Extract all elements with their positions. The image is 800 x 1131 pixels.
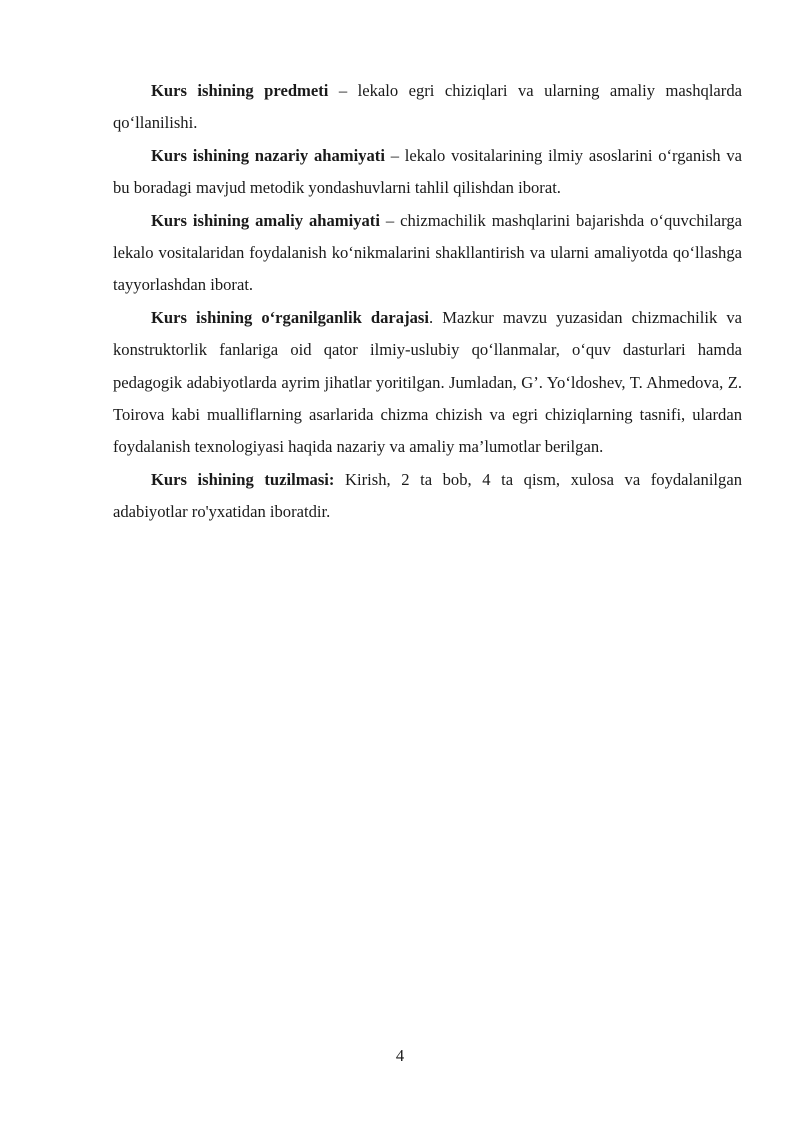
paragraph-study-level <box>113 302 742 464</box>
heading-practical-significance: Kurs ishining amaliy ahamiyati <box>151 210 380 230</box>
document-body <box>113 75 742 529</box>
paragraph-theoretical-significance <box>113 140 742 205</box>
text-structure: Kirish, 2 ta bob, 4 ta qism, xulosa va foydalanilgan adabiyotlar ro'yxatidan iboratdir. <box>113 469 742 522</box>
heading-theoretical-significance: Kurs ishining nazariy ahamiyati <box>151 145 385 165</box>
text-practical-significance: – chizmachilik mashqlarini bajarishda o‘quvchilarga lekalo vositalaridan foydalanish ko‘nikmalarini shakllantirish va ularni amaliyotda qo‘llashga tayyorlashdan iborat. <box>113 210 742 295</box>
heading-subject: Kurs ishining predmeti <box>151 81 329 100</box>
text-study-level: . Mazkur mavzu yuzasidan chizmachilik va konstruktorlik fanlariga oid qator ilmiy-uslubiy qo‘llanmalar, o‘quv dasturlari hamda pedagogik adabiyotlarda ayrim jihatlar yoritilgan. Jumladan, G’. Yo‘ldoshev, T. Ahmedova, Z. Toirova kabi mualliflarning asarlarida chizma chizish va egri chiziqlarning tasnifi, ulardan foydalanish texnologiyasi haqida nazariy va amaliy ma’lumotlar berilgan. <box>113 307 742 457</box>
paragraph-structure <box>113 464 742 529</box>
paragraph-subject <box>113 75 742 140</box>
page-number: 4 <box>395 1046 405 1065</box>
text-theoretical-significance: – lekalo vositalarining ilmiy asoslarini o‘rganish va bu boradagi mavjud metodik yondashuvlarni tahlil qilishdan iborat. <box>113 145 743 198</box>
text-subject: – lekalo egri chiziqlari va ularning amaliy mashqlarda qo‘llanilishi. <box>113 81 742 133</box>
paragraph-practical-significance <box>113 205 742 302</box>
heading-study-level: Kurs ishining o‘rganilganlik darajasi <box>151 307 429 327</box>
heading-structure: Kurs ishining tuzilmasi: <box>151 469 335 489</box>
